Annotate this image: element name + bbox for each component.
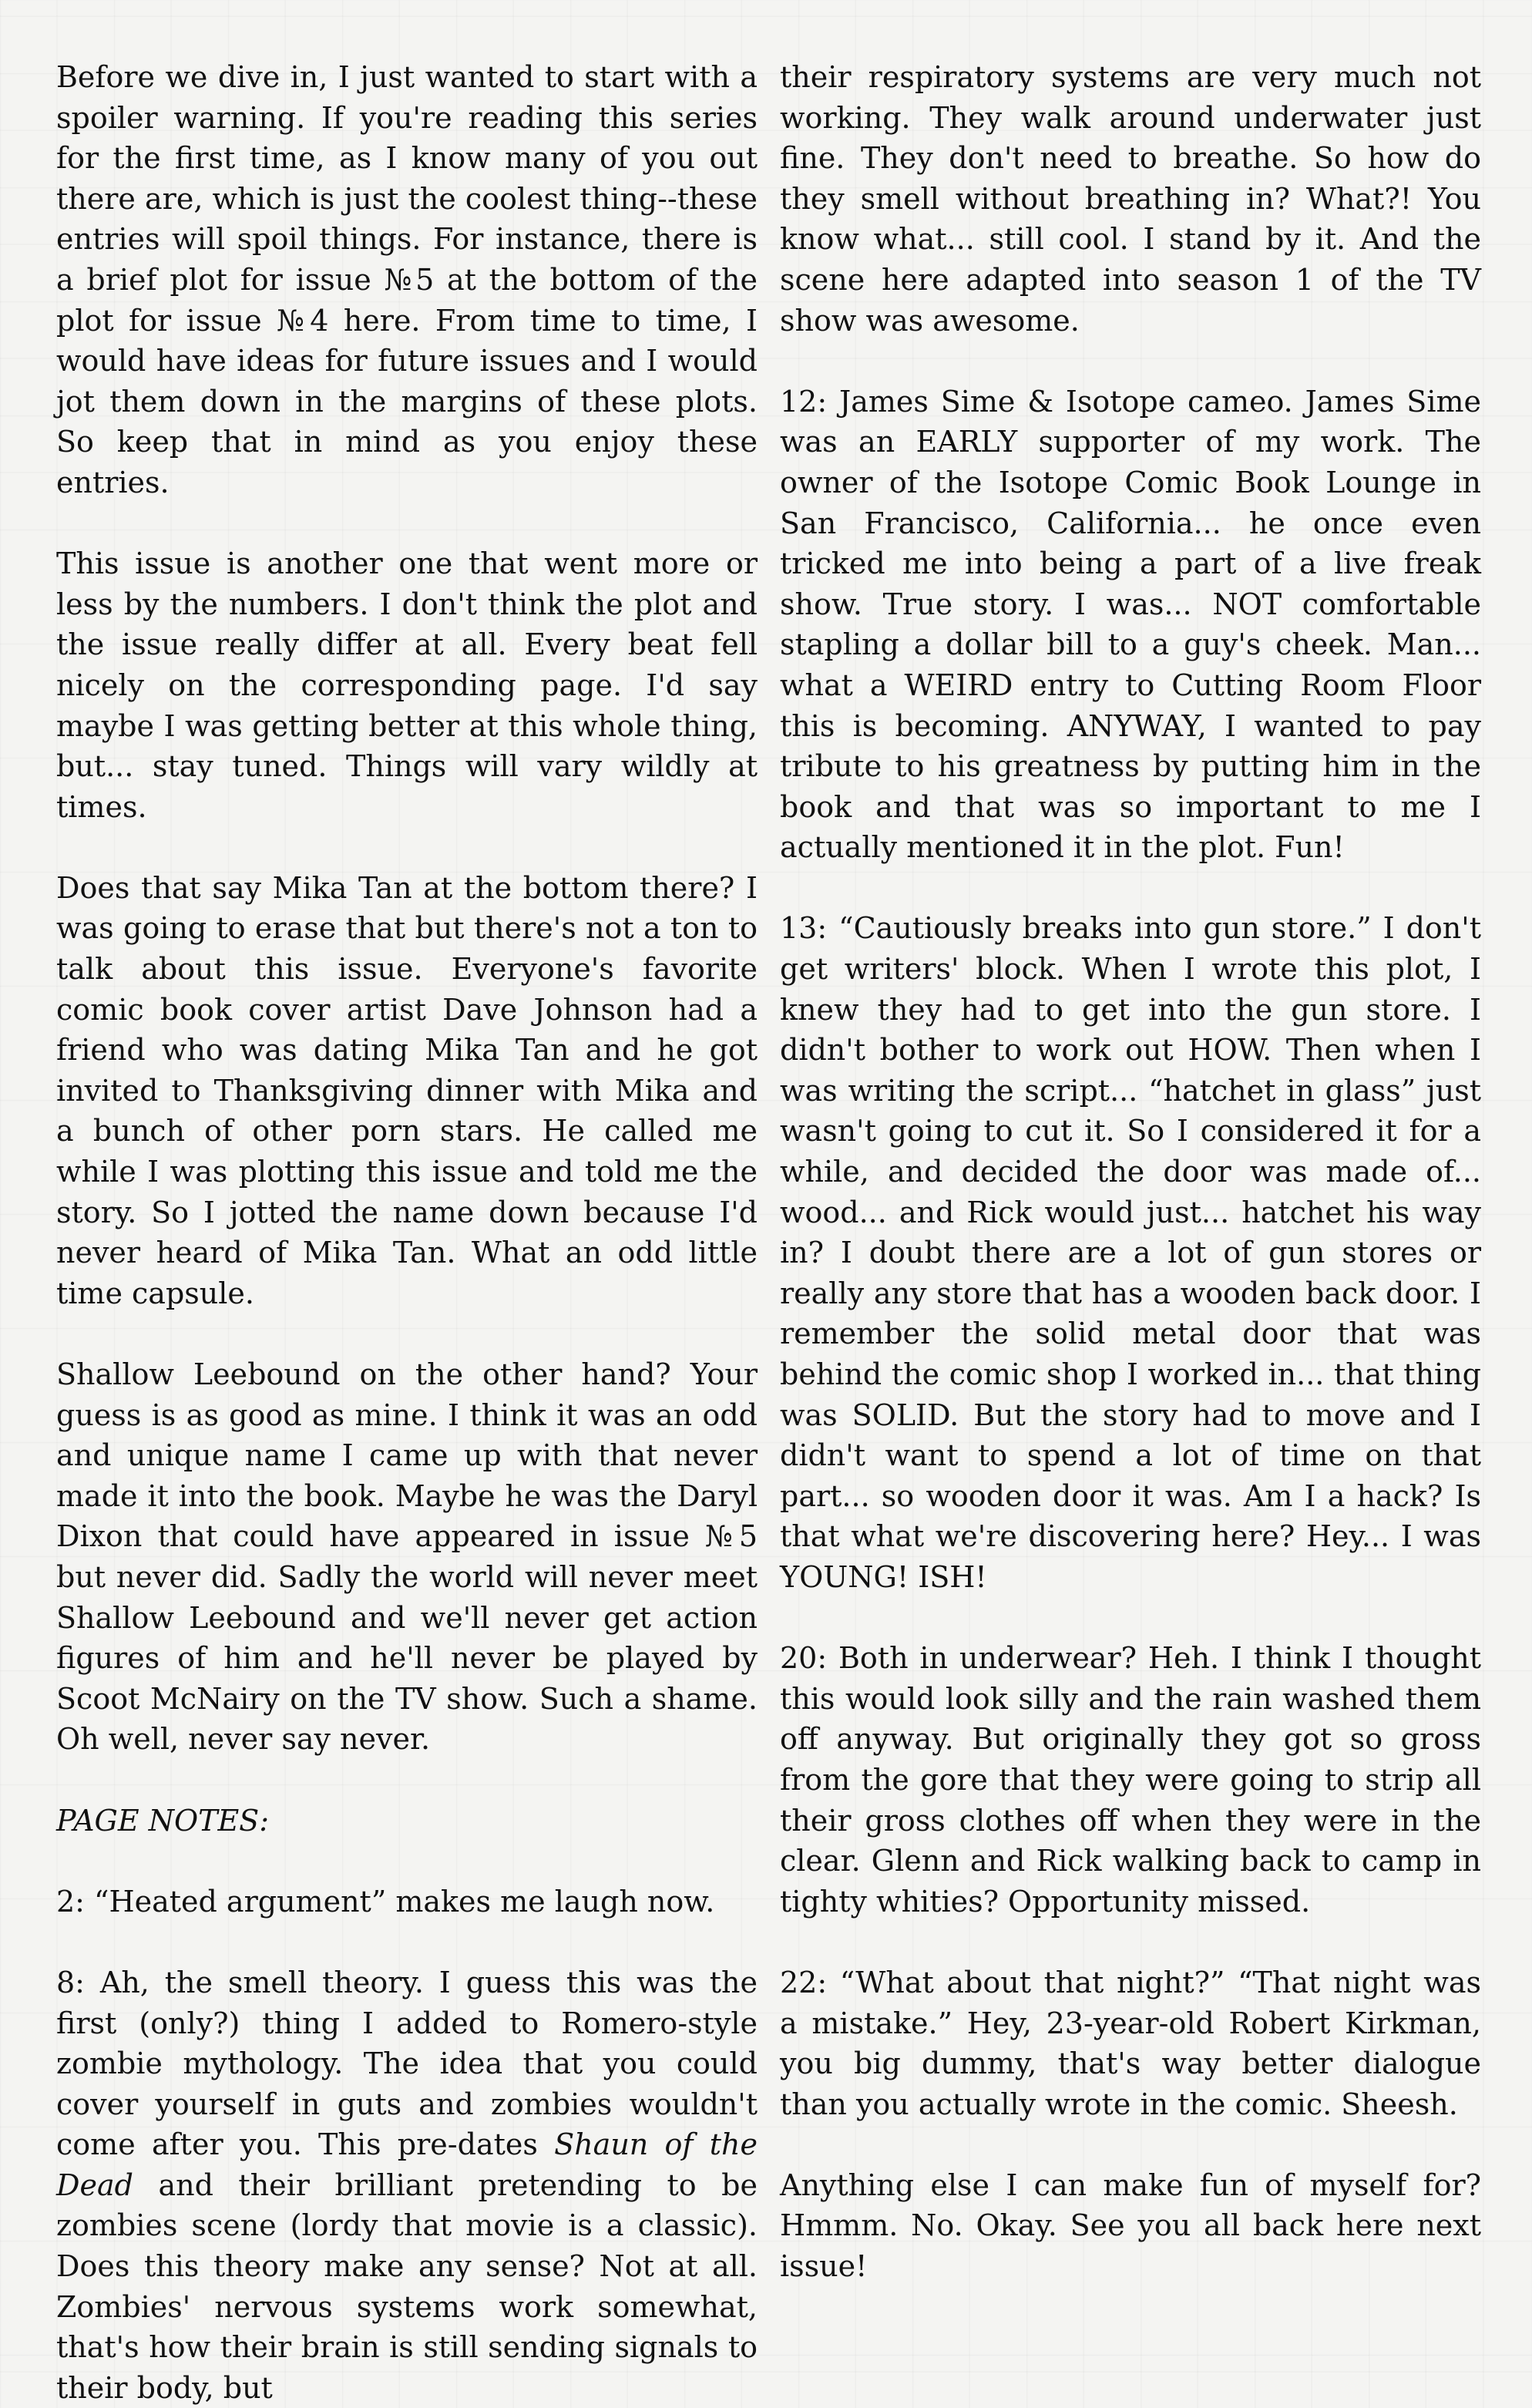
intro-paragraph: Before we dive in, I just wanted to start with a spoiler warning. If you're reading this series for the first time, as I know many of you out there are, which is just the coolest thing--these entries will spoil things. For instance, there is a brief plot for issue №5 at the bottom of the plot for issue №4 here. From time to time, I would have ideas for future issues and I would jot them down in the margins of these plots. So keep that in mind as you enjoy these entries. [56,60,758,499]
plot-paragraph: This issue is another one that went more or less by the numbers. I don't think the plot and the issue really differ at all. Every beat fell nicely on the corresponding page. I'd say maybe I was getting better at this whole thing, but... stay tuned. Things will vary wildly at times. [56,547,758,824]
closing-paragraph: Anything else I can make fun of myself for? Hmmm. No. Okay. See you all back here next issue! [780,2168,1481,2284]
page-note-22: 22: “What about that night?” “That night was a mistake.” Hey, 23-year-old Robert Kirkman, you big dummy, that's way better dialogue than you actually wrote in the comic. Sheesh. [780,1965,1481,2121]
page-notes-heading: PAGE NOTES: [56,1803,270,1838]
page-note-8-continued: their respiratory systems are very much not working. They walk around underwater just fine. They don't need to breathe. So how do they smell without breathing in? What?! You know what... still cool. I stand by it. And the scene here adapted into season 1 of the TV show was awesome. [780,60,1481,338]
page-note-12: 12: James Sime & Isotope cameo. James Sime was an EARLY supporter of my work. The owner of the Isotope Comic Book Lounge in San Francisco, California... he once even tricked me into being a part of a live freak show. True story. I was... NOT comfortable stapling a dollar bill to a guy's cheek. Man... what a WEIRD entry to Cutting Room Floor this is becoming. ANYWAY, I wanted to pay tribute to his greatness by putting him in the book and that was so important to me I actually mentioned it in the plot. Fun! [780,384,1481,865]
right-column [780,57,1481,2287]
page-note-13: 13: “Cautiously breaks into gun store.” I don't get writers' block. When I wrote this plot, I knew they had to get into the gun store. I didn't bother to work out HOW. Then when I was writing the script... “hatchet in glass” just wasn't going to cut it. So I considered it for a while, and decided the door was made of... wood... and Rick would just... hatchet his way in? I doubt there are a lot of gun stores or really any store that has a wooden back door. I remember the solid metal door that was behind the comic shop I worked in... that thing was SOLID. But the story had to move and I didn't want to spend a lot of time on that part... so wooden door it was. Am I a hack? Is that what we're discovering here? Hey... I was YOUNG! ISH! [780,911,1481,1594]
mika-tan-paragraph: Does that say Mika Tan at the bottom there? I was going to erase that but there's not a ton to talk about this issue. Everyone's favorite comic book cover artist Dave Johnson had a friend who was dating Mika Tan and he got invited to Thanksgiving dinner with Mika and a bunch of other porn stars. He called me while I was plotting this issue and told me the story. So I jotted the name down because I'd never heard of Mika Tan. What an odd little time capsule. [56,870,758,1310]
left-column [56,57,758,2408]
shallow-leebound-paragraph: Shallow Leebound on the other hand? Your guess is as good as mine. I think it was an odd and unique name I came up with that never made it into the book. Maybe he was the Daryl Dixon that could have appeared in issue №5 but never did. Sadly the world will never meet Shallow Leebound and we'll never get action figures of him and he'll never be played by Scoot McNairy on the TV show. Such a shame. Oh well, never say never. [56,1357,758,1757]
page-note-8-text-b: and their brilliant pretending to be zombies scene (lordy that movie is a classic). Does this theory make any sense? Not at all. Zombies' nervous systems work somewhat, that's how their brain is still sending signals to their body, but [56,2168,758,2405]
page-note-2: 2: “Heated argument” makes me laugh now. [56,1884,715,1919]
page-note-8-text-a: 8: Ah, the smell theory. I guess this was the first (only?) thing I added to Romero-style zombie mythology. The idea that you could cover yourself in guts and zombies wouldn't come after you. This pre-dates [56,1965,758,2162]
page-note-20: 20: Both in underwear? Heh. I think I thought this would look silly and the rain washed them off anyway. But originally they got so gross from the gore that they were going to strip all their gross clothes off when they were in the clear. Glenn and Rick walking back to camp in tighty whities? Opportunity missed. [780,1641,1481,1919]
shaun-of-the-dead-title: Shaun of the Dead [56,2127,758,2202]
page-note-8 [56,1962,758,2408]
